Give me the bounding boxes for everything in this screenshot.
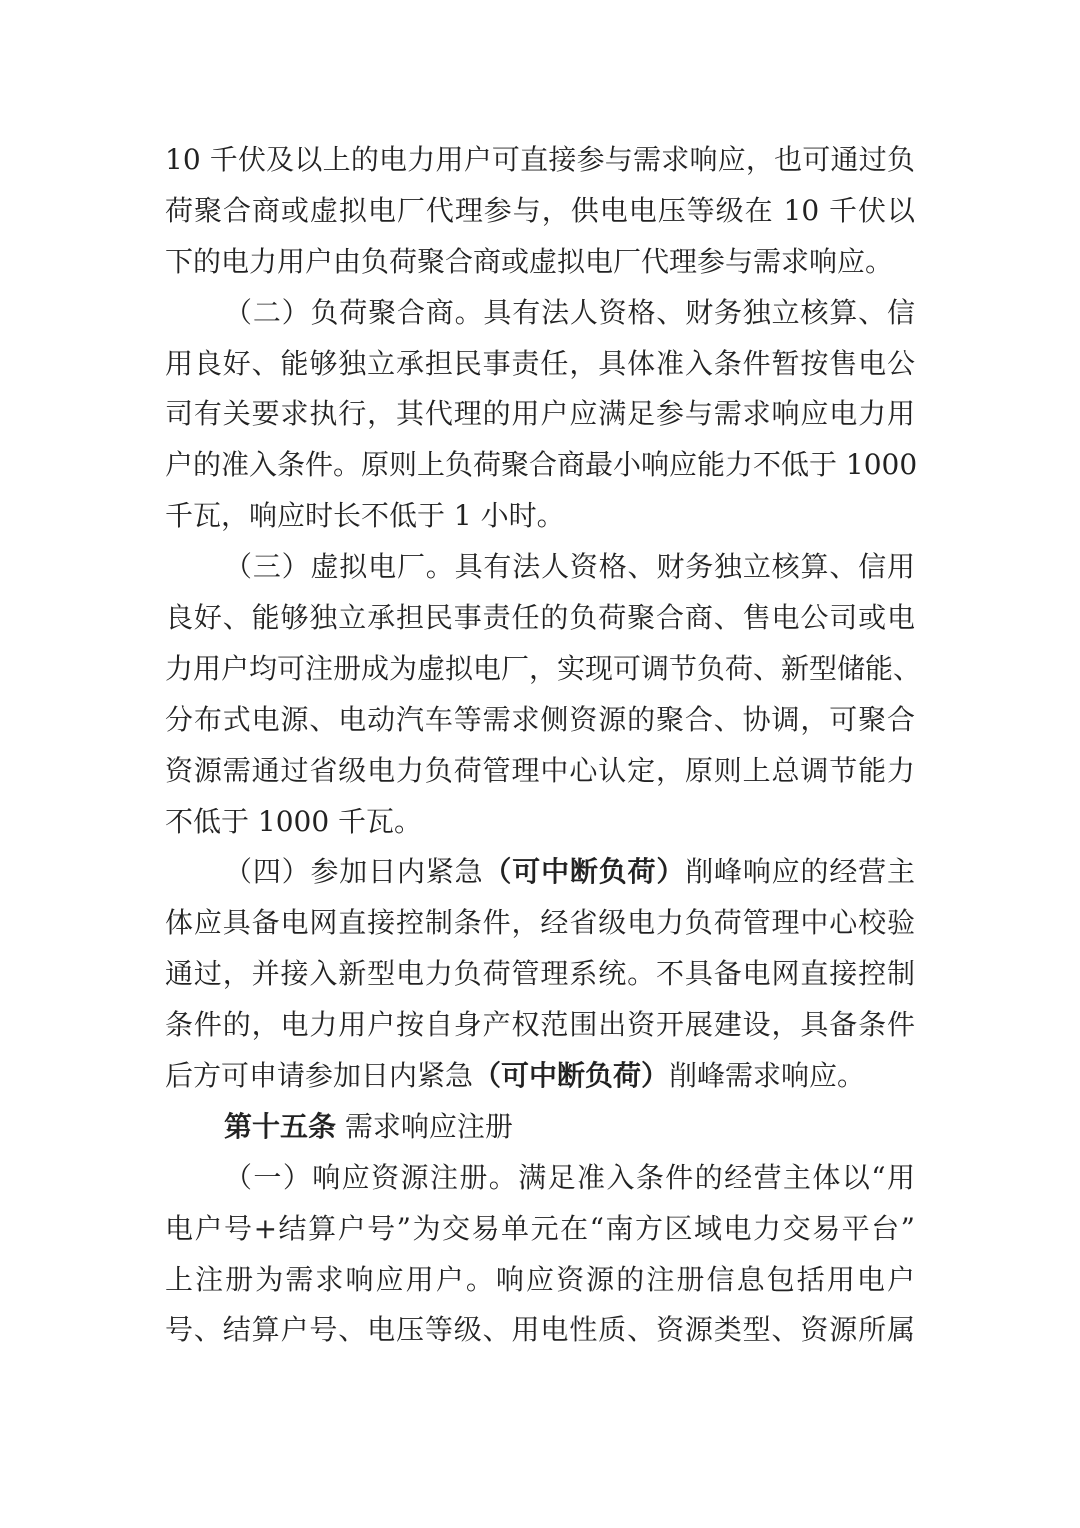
- text-line: 号、结算户号、电压等级、用电性质、资源类型、资源所属: [165, 1313, 915, 1347]
- text-line: 通过，并接入新型电力负荷管理系统。不具备电网直接控制: [165, 957, 915, 991]
- text-segment-bold: （可中断负荷）: [483, 855, 686, 889]
- text-line: [165, 1051, 915, 1102]
- text-line: 不低于 1000 千瓦。: [165, 804, 423, 838]
- text-line: （一）响应资源注册。满足准入条件的经营主体以“用: [224, 1160, 915, 1194]
- article-title: 需求响应注册: [344, 1109, 513, 1143]
- text-line: （二）负荷聚合商。具有法人资格、财务独立核算、信: [224, 295, 915, 329]
- document-body: [165, 135, 922, 1356]
- text-line: 荷聚合商或虚拟电厂代理参与，供电电压等级在 10 千伏以: [165, 193, 915, 227]
- text-line: [165, 847, 915, 898]
- text-line: 分布式电源、电动汽车等需求侧资源的聚合、协调，可聚合: [165, 702, 915, 736]
- text-line: 司有关要求执行，其代理的用户应满足参与需求响应电力用: [165, 397, 915, 431]
- text-line: 体应具备电网直接控制条件，经省级电力负荷管理中心校验: [165, 906, 915, 940]
- text-line: 条件的，电力用户按自身产权范围出资开展建设，具备条件: [165, 1008, 915, 1042]
- text-segment: 后方可申请参加日内紧急: [165, 1059, 474, 1093]
- text-line: 上注册为需求响应用户。响应资源的注册信息包括用电户: [165, 1262, 915, 1296]
- text-line: 良好、能够独立承担民事责任的负荷聚合商、售电公司或电: [165, 601, 915, 635]
- text-segment: （四）参加日内紧急: [224, 855, 484, 889]
- text-segment: 削峰需求响应。: [669, 1059, 866, 1093]
- text-line: 户的准入条件。原则上负荷聚合商最小响应能力不低于 1000: [165, 448, 918, 482]
- text-line: 10 千伏及以上的电力用户可直接参与需求响应，也可通过负: [165, 143, 915, 176]
- text-line: 千瓦，响应时长不低于 1 小时。: [165, 499, 565, 533]
- article-number: 第十五条: [224, 1109, 337, 1143]
- text-line: （三）虚拟电厂。具有法人资格、财务独立核算、信用: [224, 550, 915, 584]
- text-line: 力用户均可注册成为虚拟电厂，实现可调节负荷、新型储能、: [165, 651, 922, 685]
- text-line: 电户号+结算户号”为交易单元在“南方区域电力交易平台”: [165, 1211, 915, 1245]
- text-line: 下的电力用户由负荷聚合商或虚拟电厂代理参与需求响应。: [165, 244, 894, 278]
- text-segment-bold: （可中断负荷）: [473, 1059, 670, 1093]
- text-line: 资源需通过省级电力负荷管理中心认定，原则上总调节能力: [165, 753, 915, 787]
- text-segment: 削峰响应的经营主: [685, 855, 915, 889]
- article-heading: [165, 1102, 915, 1153]
- text-line: 用良好、能够独立承担民事责任，具体准入条件暂按售电公: [165, 346, 915, 380]
